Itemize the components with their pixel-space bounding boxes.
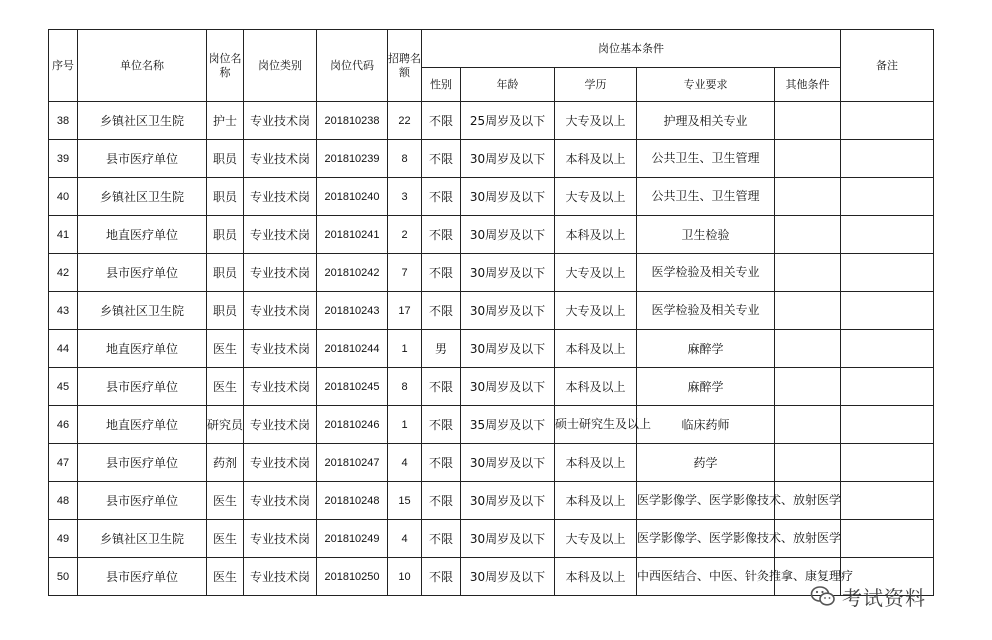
cell-education: 大专及以上	[555, 254, 637, 292]
cell-gender: 男	[422, 330, 461, 368]
table-row	[49, 368, 934, 406]
cell-code: 201810245	[317, 368, 388, 406]
cell-major: 药学	[637, 444, 775, 482]
cell-code: 201810246	[317, 406, 388, 444]
cell-post: 职员	[207, 254, 244, 292]
header-quota: 招聘名额	[388, 30, 422, 102]
cell-type: 专业技术岗	[244, 368, 317, 406]
cell-age: 35周岁及以下	[461, 406, 555, 444]
cell-post: 职员	[207, 216, 244, 254]
cell-seq: 49	[49, 520, 78, 558]
cell-quota: 3	[388, 178, 422, 216]
cell-remark	[841, 292, 934, 330]
cell-unit: 县市医疗单位	[78, 254, 207, 292]
wechat-icon	[810, 584, 836, 608]
cell-education: 本科及以上	[555, 482, 637, 520]
cell-seq: 38	[49, 102, 78, 140]
cell-major: 护理及相关专业	[637, 102, 775, 140]
cell-code: 201810249	[317, 520, 388, 558]
cell-unit: 乡镇社区卫生院	[78, 102, 207, 140]
cell-remark	[841, 368, 934, 406]
cell-seq: 40	[49, 178, 78, 216]
cell-other	[775, 254, 841, 292]
cell-age: 30周岁及以下	[461, 140, 555, 178]
cell-unit: 县市医疗单位	[78, 368, 207, 406]
cell-remark	[841, 254, 934, 292]
header-major: 专业要求	[637, 68, 775, 102]
cell-unit: 乡镇社区卫生院	[78, 520, 207, 558]
cell-other	[775, 216, 841, 254]
cell-type: 专业技术岗	[244, 330, 317, 368]
cell-age: 30周岁及以下	[461, 216, 555, 254]
cell-education: 本科及以上	[555, 216, 637, 254]
cell-quota: 22	[388, 102, 422, 140]
cell-other	[775, 292, 841, 330]
cell-other	[775, 406, 841, 444]
cell-other	[775, 178, 841, 216]
watermark-text: 考试资料	[842, 585, 926, 610]
cell-major: 医学影像学、医学影像技术、放射医学	[637, 482, 775, 520]
cell-quota: 8	[388, 368, 422, 406]
cell-post: 医生	[207, 330, 244, 368]
cell-seq: 41	[49, 216, 78, 254]
cell-code: 201810250	[317, 558, 388, 596]
cell-type: 专业技术岗	[244, 102, 317, 140]
cell-remark	[841, 216, 934, 254]
cell-post: 职员	[207, 140, 244, 178]
cell-post: 职员	[207, 292, 244, 330]
cell-post: 职员	[207, 178, 244, 216]
table-row	[49, 406, 934, 444]
cell-code: 201810240	[317, 178, 388, 216]
header-gender: 性别	[422, 68, 461, 102]
cell-age: 30周岁及以下	[461, 520, 555, 558]
cell-gender: 不限	[422, 254, 461, 292]
cell-major: 麻醉学	[637, 330, 775, 368]
table-row	[49, 292, 934, 330]
cell-age: 30周岁及以下	[461, 558, 555, 596]
cell-major: 公共卫生、卫生管理	[637, 140, 775, 178]
header-post-code: 岗位代码	[317, 30, 388, 102]
cell-seq: 48	[49, 482, 78, 520]
cell-quota: 1	[388, 330, 422, 368]
cell-quota: 15	[388, 482, 422, 520]
cell-type: 专业技术岗	[244, 292, 317, 330]
cell-quota: 8	[388, 140, 422, 178]
cell-unit: 乡镇社区卫生院	[78, 292, 207, 330]
cell-code: 201810241	[317, 216, 388, 254]
cell-other	[775, 102, 841, 140]
cell-type: 专业技术岗	[244, 254, 317, 292]
cell-remark	[841, 520, 934, 558]
cell-code: 201810239	[317, 140, 388, 178]
header-age: 年龄	[461, 68, 555, 102]
cell-major: 公共卫生、卫生管理	[637, 178, 775, 216]
cell-education: 本科及以上	[555, 444, 637, 482]
cell-unit: 地直医疗单位	[78, 216, 207, 254]
table-row	[49, 330, 934, 368]
cell-education: 本科及以上	[555, 368, 637, 406]
header-education: 学历	[555, 68, 637, 102]
table-body	[49, 102, 934, 596]
cell-remark	[841, 178, 934, 216]
cell-quota: 7	[388, 254, 422, 292]
table-row	[49, 520, 934, 558]
cell-age: 30周岁及以下	[461, 482, 555, 520]
cell-gender: 不限	[422, 482, 461, 520]
cell-major: 医学检验及相关专业	[637, 292, 775, 330]
cell-type: 专业技术岗	[244, 520, 317, 558]
cell-type: 专业技术岗	[244, 216, 317, 254]
table-row	[49, 216, 934, 254]
cell-education: 本科及以上	[555, 558, 637, 596]
cell-type: 专业技术岗	[244, 482, 317, 520]
cell-education: 本科及以上	[555, 140, 637, 178]
cell-post: 研究员	[207, 406, 244, 444]
cell-code: 201810243	[317, 292, 388, 330]
cell-other	[775, 444, 841, 482]
cell-remark	[841, 102, 934, 140]
cell-age: 30周岁及以下	[461, 330, 555, 368]
cell-remark	[841, 444, 934, 482]
cell-gender: 不限	[422, 558, 461, 596]
cell-remark	[841, 406, 934, 444]
cell-quota: 2	[388, 216, 422, 254]
header-remark: 备注	[841, 30, 934, 102]
cell-unit: 县市医疗单位	[78, 482, 207, 520]
cell-remark	[841, 482, 934, 520]
header-basic-conditions: 岗位基本条件	[422, 30, 841, 68]
cell-unit: 县市医疗单位	[78, 140, 207, 178]
cell-age: 30周岁及以下	[461, 292, 555, 330]
cell-education: 大专及以上	[555, 102, 637, 140]
cell-gender: 不限	[422, 178, 461, 216]
cell-post: 医生	[207, 368, 244, 406]
cell-seq: 46	[49, 406, 78, 444]
cell-other	[775, 368, 841, 406]
cell-unit: 地直医疗单位	[78, 330, 207, 368]
cell-gender: 不限	[422, 406, 461, 444]
table-row	[49, 482, 934, 520]
cell-seq: 45	[49, 368, 78, 406]
cell-age: 30周岁及以下	[461, 444, 555, 482]
cell-code: 201810248	[317, 482, 388, 520]
cell-education: 大专及以上	[555, 292, 637, 330]
cell-post: 医生	[207, 482, 244, 520]
cell-age: 25周岁及以下	[461, 102, 555, 140]
cell-quota: 4	[388, 444, 422, 482]
cell-type: 专业技术岗	[244, 558, 317, 596]
cell-type: 专业技术岗	[244, 444, 317, 482]
cell-unit: 地直医疗单位	[78, 406, 207, 444]
cell-post: 医生	[207, 558, 244, 596]
cell-major: 临床药师	[637, 406, 775, 444]
cell-code: 201810238	[317, 102, 388, 140]
cell-remark	[841, 140, 934, 178]
header-other: 其他条件	[775, 68, 841, 102]
cell-seq: 44	[49, 330, 78, 368]
cell-code: 201810242	[317, 254, 388, 292]
cell-gender: 不限	[422, 140, 461, 178]
cell-type: 专业技术岗	[244, 406, 317, 444]
cell-age: 30周岁及以下	[461, 178, 555, 216]
cell-post: 护士	[207, 102, 244, 140]
cell-type: 专业技术岗	[244, 140, 317, 178]
cell-gender: 不限	[422, 520, 461, 558]
cell-seq: 43	[49, 292, 78, 330]
header-post-type: 岗位类别	[244, 30, 317, 102]
header-seq: 序号	[49, 30, 78, 102]
cell-gender: 不限	[422, 292, 461, 330]
cell-quota: 1	[388, 406, 422, 444]
cell-quota: 4	[388, 520, 422, 558]
table-row	[49, 178, 934, 216]
cell-age: 30周岁及以下	[461, 368, 555, 406]
table-row	[49, 558, 934, 596]
cell-unit: 乡镇社区卫生院	[78, 178, 207, 216]
cell-gender: 不限	[422, 368, 461, 406]
cell-education: 大专及以上	[555, 520, 637, 558]
cell-post: 医生	[207, 520, 244, 558]
cell-education: 硕士研究生及以上	[555, 406, 637, 444]
cell-other	[775, 140, 841, 178]
cell-seq: 39	[49, 140, 78, 178]
cell-gender: 不限	[422, 102, 461, 140]
cell-code: 201810244	[317, 330, 388, 368]
cell-gender: 不限	[422, 216, 461, 254]
cell-post: 药剂	[207, 444, 244, 482]
header-post-name: 岗位名称	[207, 30, 244, 102]
table-row	[49, 102, 934, 140]
cell-major: 麻醉学	[637, 368, 775, 406]
cell-remark	[841, 330, 934, 368]
table-row	[49, 254, 934, 292]
cell-unit: 县市医疗单位	[78, 444, 207, 482]
cell-type: 专业技术岗	[244, 178, 317, 216]
header-unit: 单位名称	[78, 30, 207, 102]
cell-major: 医学影像学、医学影像技术、放射医学	[637, 520, 775, 558]
table-row	[49, 140, 934, 178]
cell-code: 201810247	[317, 444, 388, 482]
cell-seq: 42	[49, 254, 78, 292]
cell-gender: 不限	[422, 444, 461, 482]
recruitment-table	[48, 29, 934, 596]
cell-quota: 10	[388, 558, 422, 596]
cell-seq: 47	[49, 444, 78, 482]
cell-other	[775, 330, 841, 368]
cell-unit: 县市医疗单位	[78, 558, 207, 596]
cell-major: 医学检验及相关专业	[637, 254, 775, 292]
cell-education: 本科及以上	[555, 330, 637, 368]
cell-major: 中西医结合、中医、针灸推拿、康复理疗	[637, 558, 775, 596]
watermark	[810, 580, 985, 612]
cell-education: 大专及以上	[555, 178, 637, 216]
table-row	[49, 444, 934, 482]
cell-age: 30周岁及以下	[461, 254, 555, 292]
cell-quota: 17	[388, 292, 422, 330]
cell-seq: 50	[49, 558, 78, 596]
cell-major: 卫生检验	[637, 216, 775, 254]
